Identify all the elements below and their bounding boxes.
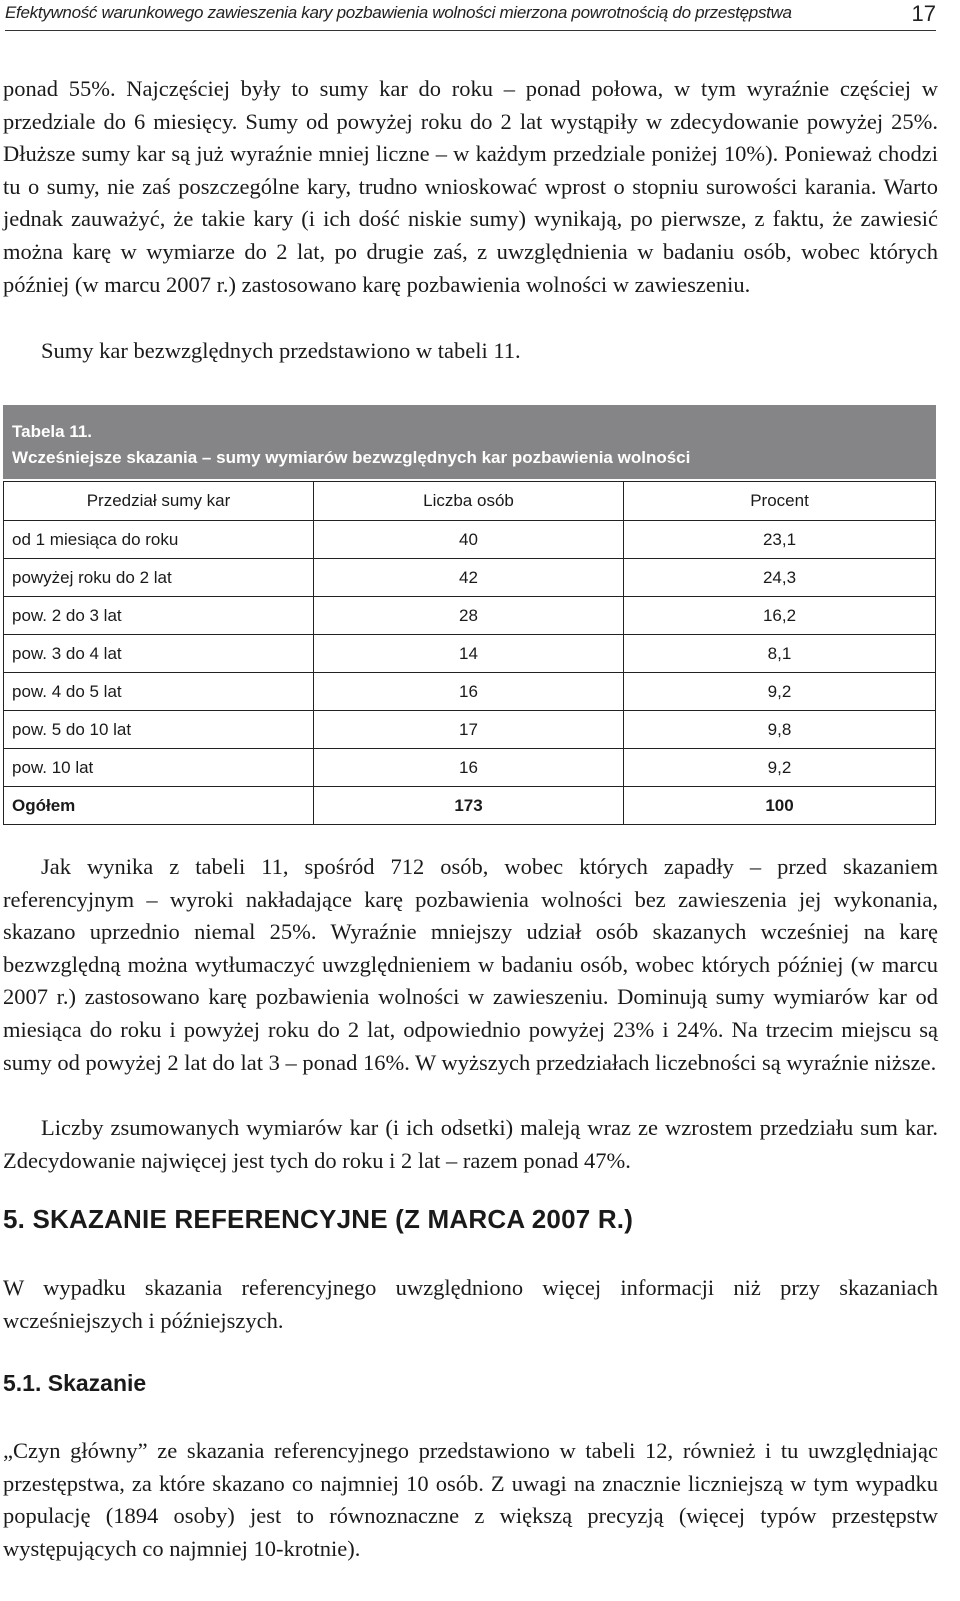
data-table	[3, 481, 936, 825]
table-cell: pow. 10 lat	[4, 749, 314, 787]
paragraph-4: Liczby zsumowanych wymiarów kar (i ich odsetki) maleją wraz ze wzrostem przedziału sum kar. Zdecydowanie najwięcej jest tych do roku i 2 lat – razem ponad 47%.	[3, 1115, 938, 1173]
table-cell: 28	[314, 597, 624, 635]
table-cell: 16	[314, 673, 624, 711]
running-header	[5, 2, 936, 31]
table-total-row	[4, 787, 936, 825]
table-caption	[3, 405, 936, 479]
table-row	[4, 597, 936, 635]
table-title: Wcześniejsze skazania – sumy wymiarów bezwzględnych kar pozbawienia wolności	[12, 448, 691, 467]
table-cell: 9,2	[624, 673, 936, 711]
column-header: Liczba osób	[314, 482, 624, 521]
table-cell: 8,1	[624, 635, 936, 673]
running-title: Efektywność warunkowego zawieszenia kary pozbawienia wolności mierzona powrotnością do przestępstwa	[5, 3, 792, 22]
table-row	[4, 559, 936, 597]
subsection-heading: 5.1. Skazanie	[3, 1370, 147, 1396]
table-cell: 173	[314, 787, 624, 825]
table-cell: 42	[314, 559, 624, 597]
table-cell: 16	[314, 749, 624, 787]
table-cell: powyżej roku do 2 lat	[4, 559, 314, 597]
column-header: Przedział sumy kar	[4, 482, 314, 521]
table-cell: 14	[314, 635, 624, 673]
table-cell: Ogółem	[4, 787, 314, 825]
table-row	[4, 635, 936, 673]
table-label: Tabela 11.	[12, 422, 93, 441]
table-cell: 9,8	[624, 711, 936, 749]
table-cell: pow. 4 do 5 lat	[4, 673, 314, 711]
page-number: 17	[911, 1, 936, 26]
table-row	[4, 673, 936, 711]
table-row	[4, 749, 936, 787]
table-cell: 17	[314, 711, 624, 749]
table-cell: pow. 3 do 4 lat	[4, 635, 314, 673]
table-cell: 16,2	[624, 597, 936, 635]
table-cell: 9,2	[624, 749, 936, 787]
table-cell: pow. 5 do 10 lat	[4, 711, 314, 749]
table-row	[4, 711, 936, 749]
paragraph-3: Jak wynika z tabeli 11, spośród 712 osób, wobec których zapadły – przed skazaniem referencyjnym – wyroki nakładające karę pozbawienia wolności bez zawieszenia jej wykonania, skazano uprzednio niemal 25%. Wyraźnie mniejszy udział osób skazanych wcześniej na karę bezwzględną można wytłumaczyć uwzględnieniem w badaniu osób, wobec których później (w marcu 2007 r.) zastosowano karę pozbawienia wolności w zawieszeniu. Dominują sumy wymiarów kar od miesiąca do roku i powyżej roku do 2 lat, odpowiednio powyżej 23% i 24%. Na trzecim miejscu są sumy od powyżej 2 lat do lat 3 – ponad 16%. W wyższych przedziałach liczebności są wyraźnie niższe.	[3, 854, 938, 1075]
paragraph-5: W wypadku skazania referencyjnego uwzględniono więcej informacji niż przy skazaniach wcześniejszych i późniejszych.	[3, 1275, 938, 1333]
table-cell: 100	[624, 787, 936, 825]
table-cell: 40	[314, 521, 624, 559]
table-row	[4, 521, 936, 559]
table-header-row	[4, 482, 936, 521]
column-header: Procent	[624, 482, 936, 521]
table-cell: 23,1	[624, 521, 936, 559]
section-heading: 5. SKAZANIE REFERENCYJNE (Z MARCA 2007 R.)	[3, 1204, 634, 1234]
paragraph-1: ponad 55%. Najczęściej były to sumy kar do roku – ponad połowa, w tym wyraźnie częściej w przedziale do 6 miesięcy. Sumy od powyżej roku do 2 lat wystąpiły w zdecydowanie powyżej 25%. Dłuższe sumy kar są już wyraźnie mniej liczne – w każdym przedziale poniżej 10%). Ponieważ chodzi tu o sumy, nie zaś poszczególne kary, trudno wnioskować wprost o stopniu surowości karania. Warto jednak zauważyć, że takie kary (i ich dość niskie sumy) wynikają, po pierwsze, z faktu, że zawiesić można karę w wymiarze do 2 lat, po drugie zaś, z uwzględnienia w badaniu osób, wobec których później (w marcu 2007 r.) zastosowano karę pozbawienia wolności w zawieszeniu.	[3, 76, 938, 297]
paragraph-6: „Czyn główny” ze skazania referencyjnego przedstawiono w tabeli 12, również i tu uwzględniając przestępstwa, za które skazano co najmniej 10 osób. Z uwagi na znacznie liczniejszą w tym wypadku populację (1894 osoby) jest to równoznaczne z większą precyzją (więcej typów przestępstw występujących co najmniej 10-krotnie).	[3, 1438, 938, 1561]
table-cell: od 1 miesiąca do roku	[4, 521, 314, 559]
paragraph-2: Sumy kar bezwzględnych przedstawiono w tabeli 11.	[41, 338, 521, 363]
table-cell: pow. 2 do 3 lat	[4, 597, 314, 635]
table-cell: 24,3	[624, 559, 936, 597]
